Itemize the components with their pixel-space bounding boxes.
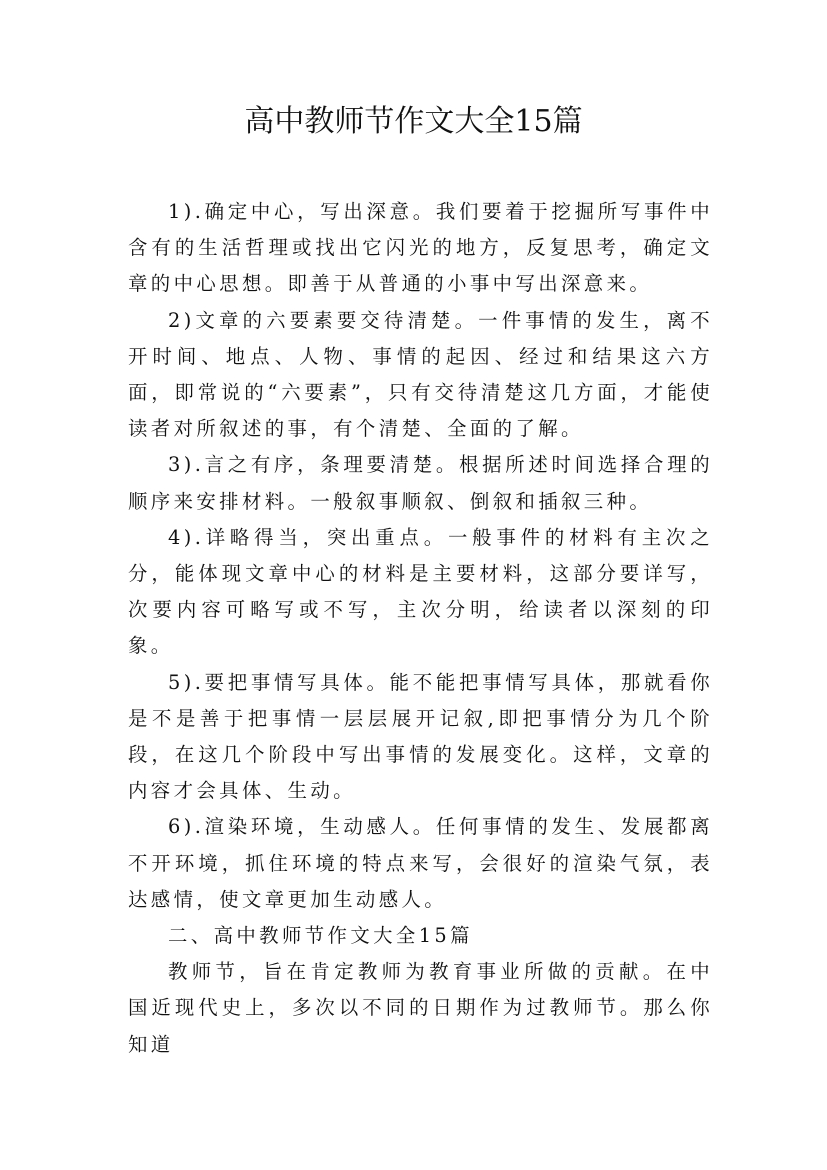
paragraph-1: 1).确定中心，写出深意。我们要着于挖掘所写事件中含有的生活哲理或找出它闪光的地方，反复思考，确定文章的中心思想。即善于从普通的小事中写出深意来。 xyxy=(128,200,713,296)
section-heading: 二、高中教师节作文大全15篇 xyxy=(168,924,473,948)
paragraph-6: 6).渲染环境，生动感人。任何事情的发生、发展都离不开环境，抓住环境的特点来写，会很好的渲染气氛，表达感情，使文章更加生动感人。 xyxy=(128,815,713,911)
paragraph-4: 4).详略得当，突出重点。一般事件的材料有主次之分，能体现文章中心的材料是主要材料，这部分要详写，次要内容可略写或不写，主次分明，给读者以深刻的印象。 xyxy=(128,525,713,658)
paragraph-2: 2)文章的六要素要交待清楚。一件事情的发生，离不开时间、地点、人物、事情的起因、经过和结果这六方面，即常说的“六要素”，只有交待清楚这几方面，才能使读者对所叙述的事，有个清楚、全面的了解。 xyxy=(128,308,713,441)
paragraph-5: 5).要把事情写具体。能不能把事情写具体，那就看你是不是善于把事情一层层展开记叙,即把事情分为几个阶段，在这几个阶段中写出事情的发展变化。这样，文章的内容才会具体、生动。 xyxy=(128,670,713,803)
page-title: 高中教师节作文大全15篇 xyxy=(244,104,583,139)
document-body xyxy=(128,194,713,1063)
paragraph-7: 教师节，旨在肯定教师为教育事业所做的贡献。在中国近现代史上，多次以不同的日期作为过教师节。那么你知道 xyxy=(128,960,713,1056)
paragraph-3: 3).言之有序，条理要清楚。根据所述时间选择合理的顺序来安排材料。一般叙事顺叙、倒叙和插叙三种。 xyxy=(128,453,713,513)
